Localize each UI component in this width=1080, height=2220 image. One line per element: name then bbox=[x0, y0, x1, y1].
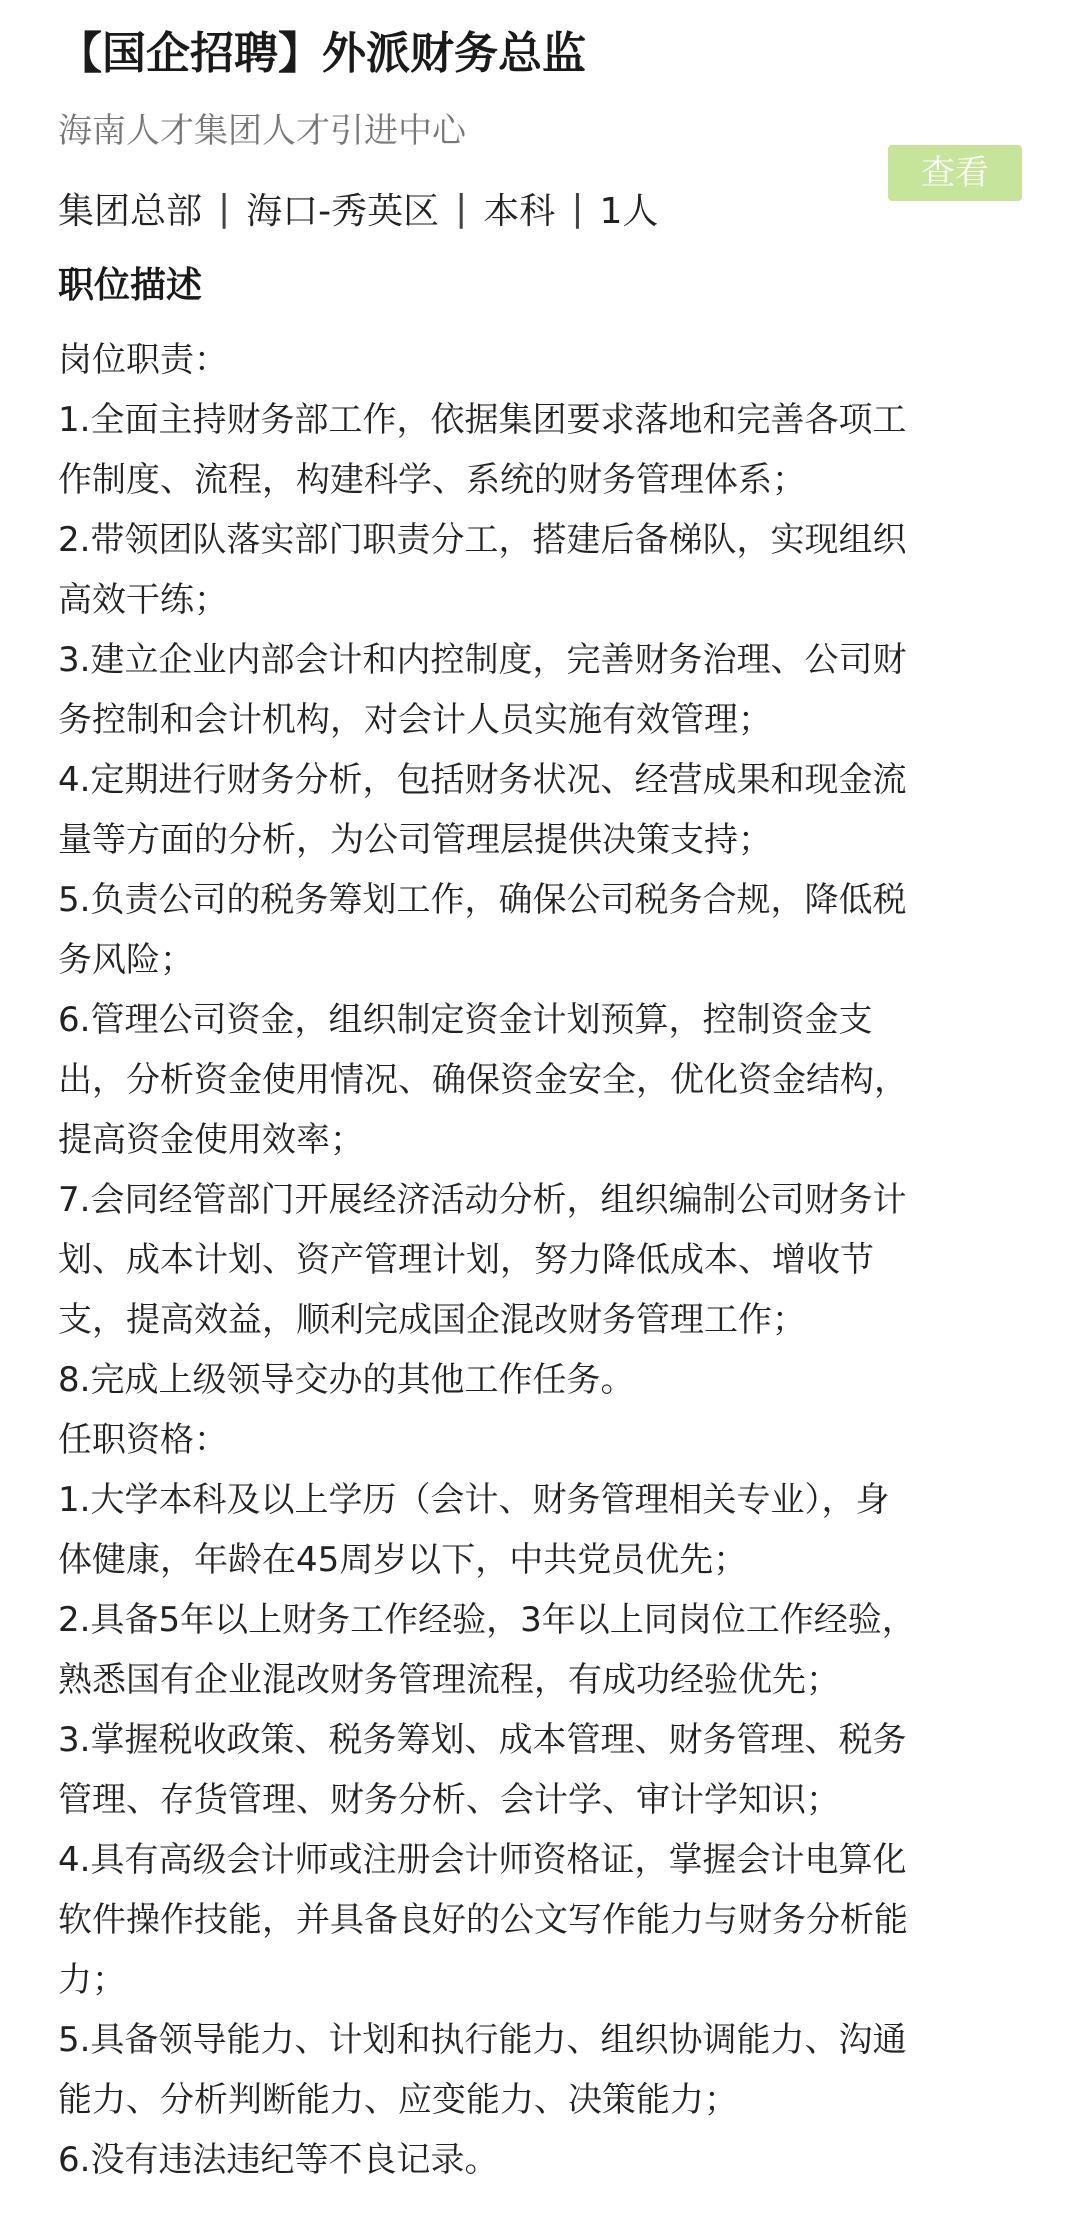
description-line: 8.完成上级领导交办的其他工作任务。 bbox=[58, 1360, 635, 1400]
description-line: 体健康，年龄在45周岁以下，中共党员优先； bbox=[58, 1540, 748, 1580]
description-line: 7.会同经管部门开展经济活动分析，组织编制公司财务计 bbox=[58, 1180, 907, 1220]
description-line: 岗位职责： bbox=[58, 340, 228, 380]
section-title-job-description: 职位描述 bbox=[58, 265, 203, 306]
description-line: 3.掌握税收政策、税务筹划、成本管理、财务管理、税务 bbox=[58, 1720, 907, 1760]
meta-department: 集团总部 bbox=[58, 190, 203, 232]
description-line: 力； bbox=[58, 1960, 126, 2000]
meta-location: 海口-秀英区 bbox=[246, 190, 440, 232]
description-line: 量等方面的分析，为公司管理层提供决策支持； bbox=[58, 820, 772, 860]
description-line: 4.具有高级会计师或注册会计师资格证，掌握会计电算化 bbox=[58, 1840, 907, 1880]
meta-separator: | bbox=[571, 187, 584, 229]
description-line: 出，分析资金使用情况、确保资金安全，优化资金结构， bbox=[58, 1060, 908, 1100]
description-line: 划、成本计划、资产管理计划，努力降低成本、增收节 bbox=[58, 1240, 874, 1280]
description-line: 3.建立企业内部会计和内控制度，完善财务治理、公司财 bbox=[58, 640, 907, 680]
meta-separator: | bbox=[218, 187, 231, 229]
description-line: 高效干练； bbox=[58, 580, 228, 620]
description-line: 2.具备5年以上财务工作经验，3年以上同岗位工作经验， bbox=[58, 1600, 916, 1640]
description-line: 管理、存货管理、财务分析、会计学、审计学知识； bbox=[58, 1780, 840, 1820]
meta-separator: | bbox=[455, 187, 468, 229]
description-line: 务控制和会计机构，对会计人员实施有效管理； bbox=[58, 700, 772, 740]
view-button[interactable]: 查看 bbox=[888, 145, 1022, 201]
description-line: 提高资金使用效率； bbox=[58, 1120, 364, 1160]
description-line: 4.定期进行财务分析，包括财务状况、经营成果和现金流 bbox=[58, 760, 907, 800]
description-line: 作制度、流程，构建科学、系统的财务管理体系； bbox=[58, 460, 806, 500]
description-line: 1.全面主持财务部工作，依据集团要求落地和完善各项工 bbox=[58, 400, 907, 440]
description-line: 熟悉国有企业混改财务管理流程，有成功经验优先； bbox=[58, 1660, 840, 1700]
description-line: 软件操作技能，并具备良好的公文写作能力与财务分析能 bbox=[58, 1900, 908, 1940]
description-line: 支，提高效益，顺利完成国企混改财务管理工作； bbox=[58, 1300, 806, 1340]
company-name: 海南人才集团人才引进中心 bbox=[58, 111, 466, 151]
meta-education: 本科 bbox=[483, 190, 556, 232]
description-line: 务风险； bbox=[58, 940, 194, 980]
description-line: 5.具备领导能力、计划和执行能力、组织协调能力、沟通 bbox=[58, 2020, 907, 2060]
description-line: 6.没有违法违纪等不良记录。 bbox=[58, 2140, 499, 2180]
job-meta-row bbox=[58, 180, 658, 236]
description-line: 任职资格： bbox=[58, 1420, 228, 1460]
description-line: 能力、分析判断能力、应变能力、决策能力； bbox=[58, 2080, 738, 2120]
description-line: 5.负责公司的税务筹划工作，确保公司税务合规，降低税 bbox=[58, 880, 907, 920]
job-title: 【国企招聘】外派财务总监 bbox=[58, 28, 586, 79]
description-line: 2.带领团队落实部门职责分工，搭建后备梯队，实现组织 bbox=[58, 520, 907, 560]
description-line: 1.大学本科及以上学历（会计、财务管理相关专业），身 bbox=[58, 1480, 890, 1520]
meta-headcount: 1人 bbox=[599, 190, 659, 232]
description-line: 6.管理公司资金，组织制定资金计划预算，控制资金支 bbox=[58, 1000, 873, 1040]
job-description-body bbox=[58, 330, 1022, 2190]
